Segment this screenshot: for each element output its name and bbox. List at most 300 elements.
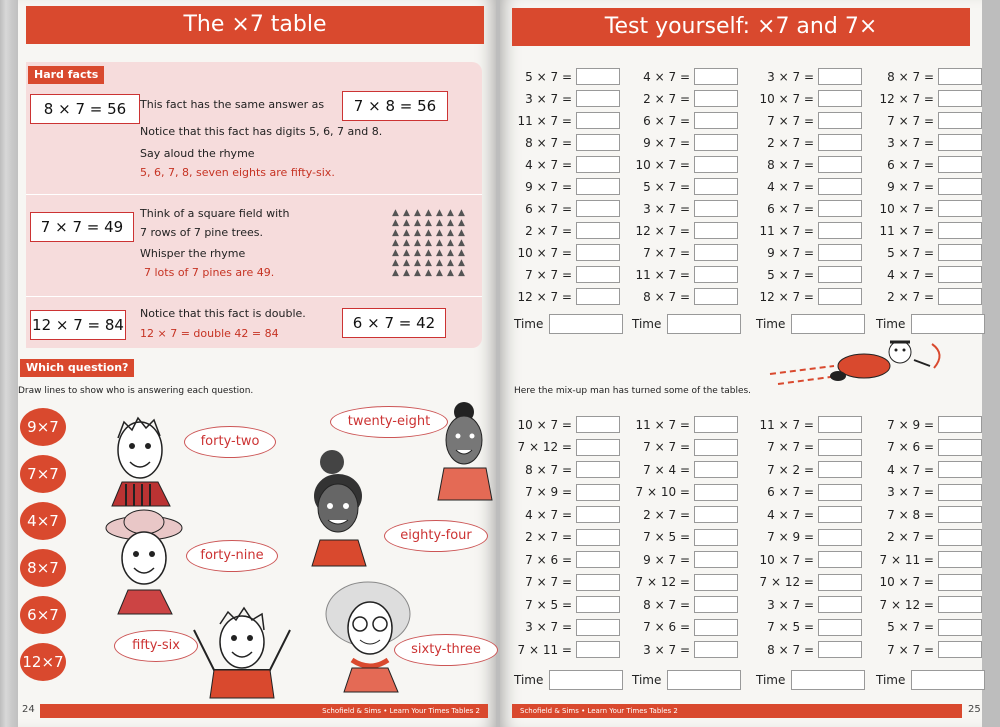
tree-icon: ▲ — [392, 208, 399, 218]
question-text: 8 × 7 = — [525, 135, 572, 150]
answer-box[interactable] — [694, 244, 738, 261]
answer-bubble: forty-two — [184, 426, 276, 458]
time-label: Time — [514, 317, 544, 331]
question-text: 12 × 7 = — [879, 91, 934, 106]
question-item — [630, 112, 738, 129]
question-text: 10 × 7 = — [759, 91, 814, 106]
tree-icon: ▲ — [414, 208, 421, 218]
question-item — [874, 461, 982, 478]
answer-box[interactable] — [694, 178, 738, 195]
question-text: 5 × 7 = — [525, 69, 572, 84]
answer-box[interactable] — [938, 90, 982, 107]
answer-box[interactable] — [694, 619, 738, 636]
question-text: 7 × 6 = — [643, 620, 690, 634]
answer-box[interactable] — [694, 112, 738, 129]
tree-icon: ▲ — [403, 268, 410, 278]
question-text: 4 × 7 = — [525, 157, 572, 172]
question-circle: 4×7 — [20, 502, 66, 540]
tree-icon: ▲ — [458, 268, 465, 278]
tree-icon: ▲ — [436, 258, 443, 268]
answer-box[interactable] — [938, 619, 982, 636]
question-text: 12 × 7 = — [517, 289, 572, 304]
question-text: 6 × 7 = — [767, 485, 814, 499]
right-page-title: Test yourself: ×7 and 7× — [512, 8, 970, 46]
answer-box[interactable] — [694, 596, 738, 613]
question-item — [874, 529, 982, 546]
question-text: 7 × 5 = — [643, 530, 690, 544]
time-label: Time — [632, 673, 662, 687]
answer-box[interactable] — [818, 266, 862, 283]
fact2-line1: Think of a square field with — [140, 207, 290, 220]
tree-icon: ▲ — [403, 248, 410, 258]
question-item — [874, 288, 982, 305]
question-item — [630, 134, 738, 151]
answer-box[interactable] — [576, 551, 620, 568]
answer-box[interactable] — [818, 439, 862, 456]
answer-box[interactable] — [818, 596, 862, 613]
question-text: 7 × 7 = — [643, 245, 690, 260]
answer-box[interactable] — [818, 619, 862, 636]
question-item — [630, 461, 738, 478]
question-text: 7 × 10 = — [635, 485, 690, 499]
question-text: 12 × 7 = — [759, 289, 814, 304]
answer-box[interactable] — [694, 506, 738, 523]
question-text: 8 × 7 = — [525, 462, 572, 477]
answer-box[interactable] — [818, 529, 862, 546]
answer-box[interactable] — [576, 200, 620, 217]
question-item — [630, 551, 738, 568]
question-item — [874, 156, 982, 173]
question-item — [630, 156, 738, 173]
answer-bubble: sixty-three — [394, 634, 498, 666]
answer-box[interactable] — [694, 134, 738, 151]
question-text: 10 × 7 = — [759, 552, 814, 567]
tree-icon: ▲ — [436, 238, 443, 248]
answer-box[interactable] — [938, 200, 982, 217]
question-text: 4 × 7 = — [767, 507, 814, 522]
tree-icon: ▲ — [392, 218, 399, 228]
time-label: Time — [756, 317, 786, 331]
question-item — [512, 156, 620, 173]
fact3-match: 6 × 7 = 42 — [342, 308, 446, 338]
question-text: 7 × 2 = — [767, 462, 814, 477]
answer-box[interactable] — [576, 641, 620, 658]
question-text: 2 × 7 = — [525, 223, 572, 238]
answer-box[interactable] — [938, 641, 982, 658]
answer-box[interactable] — [938, 134, 982, 151]
answer-box[interactable] — [818, 178, 862, 195]
question-text: 3 × 7 = — [643, 201, 690, 216]
question-item — [754, 178, 862, 195]
answer-box[interactable] — [818, 134, 862, 151]
question-text: 10 × 7 = — [517, 417, 572, 432]
question-item — [630, 439, 738, 456]
question-item — [754, 288, 862, 305]
question-item — [630, 178, 738, 195]
answer-box[interactable] — [938, 222, 982, 239]
question-text: 8 × 7 = — [887, 69, 934, 84]
tree-icon: ▲ — [414, 238, 421, 248]
answer-box[interactable] — [694, 90, 738, 107]
question-circle: 12×7 — [20, 643, 66, 681]
answer-box[interactable] — [938, 156, 982, 173]
tree-icon: ▲ — [425, 258, 432, 268]
question-item — [754, 244, 862, 261]
question-item — [512, 416, 620, 433]
answer-box[interactable] — [694, 461, 738, 478]
question-text: 3 × 7 = — [525, 91, 572, 106]
question-text: 7 × 9 = — [767, 530, 814, 544]
question-text: 5 × 7 = — [887, 620, 934, 634]
tree-icon: ▲ — [458, 248, 465, 258]
answer-box[interactable] — [818, 200, 862, 217]
answer-box[interactable] — [818, 222, 862, 239]
question-text: 6 × 7 = — [767, 201, 814, 216]
question-text: 9 × 7 = — [525, 179, 572, 194]
answer-box[interactable] — [694, 416, 738, 433]
question-text: 9 × 7 = — [643, 135, 690, 150]
question-text: 7 × 4 = — [643, 462, 690, 477]
question-text: 7 × 7 = — [525, 267, 572, 282]
time-input[interactable] — [911, 670, 985, 690]
answer-box[interactable] — [576, 112, 620, 129]
question-item — [874, 200, 982, 217]
question-item — [874, 574, 982, 591]
question-text: 3 × 7 = — [767, 597, 814, 612]
question-item — [512, 439, 620, 456]
answer-box[interactable] — [694, 641, 738, 658]
answer-box[interactable] — [576, 506, 620, 523]
time-field — [632, 314, 741, 334]
tree-icon: ▲ — [425, 218, 432, 228]
girl-bun-cartoon — [300, 448, 380, 568]
question-text: 2 × 7 = — [887, 530, 934, 544]
question-text: 9 × 7 = — [767, 245, 814, 260]
tree-icon: ▲ — [392, 238, 399, 248]
question-item — [512, 574, 620, 591]
answer-box[interactable] — [938, 178, 982, 195]
question-item — [874, 416, 982, 433]
tree-icon: ▲ — [458, 258, 465, 268]
tree-icon: ▲ — [403, 218, 410, 228]
answer-box[interactable] — [694, 439, 738, 456]
hard-facts-label: Hard facts — [28, 66, 104, 84]
time-field — [514, 314, 623, 334]
question-item — [630, 266, 738, 283]
tree-icon: ▲ — [425, 268, 432, 278]
question-item — [754, 461, 862, 478]
answer-box[interactable] — [694, 68, 738, 85]
answer-box[interactable] — [818, 551, 862, 568]
answer-box[interactable] — [576, 222, 620, 239]
which-question-instruction: Draw lines to show who is answering each question. — [18, 386, 254, 396]
question-item — [874, 641, 982, 658]
right-page — [500, 0, 982, 727]
answer-box[interactable] — [938, 596, 982, 613]
question-text: 11 × 7 = — [759, 417, 814, 432]
time-input[interactable] — [667, 670, 741, 690]
question-item — [754, 222, 862, 239]
answer-bubble: fifty-six — [114, 630, 198, 662]
time-label: Time — [876, 317, 906, 331]
question-item — [874, 484, 982, 501]
answer-box[interactable] — [818, 461, 862, 478]
answer-bubble: forty-nine — [186, 540, 278, 572]
question-item — [512, 134, 620, 151]
question-item — [512, 641, 620, 658]
tree-icon: ▲ — [447, 228, 454, 238]
fact1-line2: Notice that this fact has digits 5, 6, 7 and 8. — [140, 125, 383, 138]
answer-box[interactable] — [576, 156, 620, 173]
time-label: Time — [632, 317, 662, 331]
question-text: 7 × 5 = — [767, 620, 814, 634]
question-item — [874, 506, 982, 523]
tree-icon: ▲ — [414, 218, 421, 228]
question-text: 6 × 7 = — [887, 157, 934, 172]
question-item — [630, 68, 738, 85]
answer-box[interactable] — [576, 461, 620, 478]
question-item — [630, 574, 738, 591]
question-text: 8 × 7 = — [643, 597, 690, 612]
question-text: 2 × 7 = — [525, 530, 572, 544]
question-item — [630, 244, 738, 261]
question-item — [754, 134, 862, 151]
tree-icon: ▲ — [436, 208, 443, 218]
time-label: Time — [514, 673, 544, 687]
question-text: 3 × 7 = — [643, 642, 690, 657]
question-item — [630, 416, 738, 433]
tree-icon: ▲ — [425, 248, 432, 258]
question-item — [630, 222, 738, 239]
answer-box[interactable] — [818, 156, 862, 173]
answer-box[interactable] — [818, 112, 862, 129]
answer-box[interactable] — [694, 551, 738, 568]
page-number: 25 — [968, 704, 981, 715]
answer-box[interactable] — [818, 574, 862, 591]
answer-box[interactable] — [694, 529, 738, 546]
answer-box[interactable] — [576, 266, 620, 283]
time-field — [632, 670, 741, 690]
tree-icon: ▲ — [403, 208, 410, 218]
question-item — [874, 266, 982, 283]
answer-box[interactable] — [576, 574, 620, 591]
time-label: Time — [876, 673, 906, 687]
question-item — [512, 200, 620, 217]
fact2-equation: 7 × 7 = 49 — [30, 212, 134, 242]
answer-box[interactable] — [694, 288, 738, 305]
question-item — [630, 529, 738, 546]
answer-bubble: eighty-four — [384, 520, 488, 552]
question-text: 2 × 7 = — [643, 507, 690, 522]
question-item — [874, 244, 982, 261]
time-input[interactable] — [549, 670, 623, 690]
question-text: 8 × 7 = — [767, 157, 814, 172]
answer-box[interactable] — [576, 178, 620, 195]
fact1-equation: 8 × 7 = 56 — [30, 94, 140, 124]
tree-icon: ▲ — [458, 218, 465, 228]
answer-box[interactable] — [576, 619, 620, 636]
girl-hat-cartoon — [102, 506, 192, 616]
answer-box[interactable] — [694, 484, 738, 501]
question-item — [512, 244, 620, 261]
question-text: 7 × 5 = — [525, 597, 572, 612]
tree-icon: ▲ — [414, 248, 421, 258]
question-text: 10 × 7 = — [879, 201, 934, 216]
answer-box[interactable] — [818, 416, 862, 433]
answer-box[interactable] — [818, 244, 862, 261]
question-item — [874, 68, 982, 85]
question-text: 2 × 7 = — [887, 289, 934, 304]
answer-box[interactable] — [576, 484, 620, 501]
tree-icon: ▲ — [403, 238, 410, 248]
answer-box[interactable] — [818, 288, 862, 305]
question-text: 7 × 7 = — [887, 113, 934, 128]
question-text: 8 × 7 = — [767, 642, 814, 657]
page-number: 24 — [22, 704, 35, 715]
question-item — [754, 416, 862, 433]
question-item — [512, 112, 620, 129]
question-item — [630, 641, 738, 658]
question-text: 3 × 7 = — [887, 485, 934, 499]
answer-box[interactable] — [938, 506, 982, 523]
answer-box[interactable] — [818, 506, 862, 523]
answer-box[interactable] — [938, 266, 982, 283]
answer-box[interactable] — [694, 574, 738, 591]
time-field — [514, 670, 623, 690]
question-item — [512, 222, 620, 239]
question-text: 4 × 7 = — [525, 507, 572, 522]
question-item — [512, 178, 620, 195]
tree-icon: ▲ — [425, 238, 432, 248]
answer-box[interactable] — [938, 439, 982, 456]
answer-box[interactable] — [938, 112, 982, 129]
question-text: 3 × 7 = — [767, 69, 814, 84]
answer-box[interactable] — [938, 461, 982, 478]
boy-cartoon — [102, 408, 182, 508]
answer-box[interactable] — [938, 574, 982, 591]
question-text: 7 × 8 = — [887, 507, 934, 522]
answer-box[interactable] — [938, 484, 982, 501]
answer-box[interactable] — [938, 244, 982, 261]
answer-box[interactable] — [938, 68, 982, 85]
answer-box[interactable] — [576, 134, 620, 151]
answer-box[interactable] — [576, 288, 620, 305]
tree-icon: ▲ — [447, 218, 454, 228]
tree-icon: ▲ — [458, 228, 465, 238]
question-text: 7 × 7 = — [525, 575, 572, 589]
tree-icon: ▲ — [392, 268, 399, 278]
tree-icon: ▲ — [392, 258, 399, 268]
answer-box[interactable] — [576, 416, 620, 433]
question-item — [754, 551, 862, 568]
question-item — [512, 506, 620, 523]
answer-box[interactable] — [818, 484, 862, 501]
question-item — [874, 178, 982, 195]
question-text: 2 × 7 = — [767, 135, 814, 150]
question-item — [512, 68, 620, 85]
answer-box[interactable] — [818, 90, 862, 107]
answer-box[interactable] — [576, 90, 620, 107]
question-text: 11 × 7 = — [635, 267, 690, 282]
answer-box[interactable] — [576, 244, 620, 261]
question-text: 5 × 7 = — [643, 179, 690, 194]
tree-icon: ▲ — [458, 208, 465, 218]
answer-box[interactable] — [694, 222, 738, 239]
question-text: 7 × 6 = — [887, 440, 934, 454]
question-item — [754, 484, 862, 501]
question-item — [754, 112, 862, 129]
answer-box[interactable] — [938, 416, 982, 433]
answer-box[interactable] — [694, 156, 738, 173]
question-item — [754, 200, 862, 217]
question-item — [754, 506, 862, 523]
answer-box[interactable] — [694, 200, 738, 217]
answer-box[interactable] — [818, 68, 862, 85]
question-text: 4 × 7 = — [887, 462, 934, 477]
question-item — [874, 439, 982, 456]
question-item — [512, 288, 620, 305]
question-text: 10 × 7 = — [635, 157, 690, 172]
left-page-title: The ×7 table — [26, 6, 484, 44]
question-item — [754, 156, 862, 173]
question-text: 10 × 7 = — [517, 245, 572, 260]
answer-box[interactable] — [938, 529, 982, 546]
question-item — [630, 484, 738, 501]
time-input[interactable] — [791, 670, 865, 690]
tree-icon: ▲ — [403, 228, 410, 238]
question-text: 10 × 7 = — [879, 575, 934, 589]
question-text: 3 × 7 = — [887, 135, 934, 150]
question-item — [754, 641, 862, 658]
mix-up-instruction: Here the mix-up man has turned some of the tables. — [514, 386, 752, 396]
fact1-line1: This fact has the same answer as — [140, 98, 325, 111]
boy-cheering-cartoon — [186, 600, 296, 700]
answer-box[interactable] — [938, 288, 982, 305]
tree-icon: ▲ — [425, 228, 432, 238]
question-item — [874, 90, 982, 107]
tree-icon: ▲ — [414, 268, 421, 278]
answer-box[interactable] — [818, 641, 862, 658]
fact3-equation: 12 × 7 = 84 — [30, 310, 126, 340]
answer-box[interactable] — [938, 551, 982, 568]
question-item — [874, 222, 982, 239]
time-input[interactable] — [549, 314, 623, 334]
question-text: 7 × 12 = — [635, 575, 690, 589]
question-text: 4 × 7 = — [643, 69, 690, 84]
question-text: 7 × 7 = — [767, 440, 814, 454]
answer-box[interactable] — [576, 439, 620, 456]
divider — [26, 296, 482, 297]
fact1-match: 7 × 8 = 56 — [342, 91, 448, 121]
time-field — [876, 670, 985, 690]
question-item — [630, 90, 738, 107]
tree-icon: ▲ — [392, 248, 399, 258]
time-input[interactable] — [667, 314, 741, 334]
fact3-line1: Notice that this fact is double. — [140, 307, 306, 320]
answer-box[interactable] — [576, 529, 620, 546]
right-footer: Schofield & Sims • Learn Your Times Tables 2 — [512, 704, 962, 718]
tree-icon: ▲ — [458, 238, 465, 248]
question-item — [754, 596, 862, 613]
question-text: 12 × 7 = — [635, 223, 690, 238]
answer-box[interactable] — [694, 266, 738, 283]
answer-box[interactable] — [576, 68, 620, 85]
question-text: 7 × 12 = — [759, 575, 814, 589]
answer-box[interactable] — [576, 596, 620, 613]
fact2-line3: Whisper the rhyme — [140, 247, 246, 260]
question-item — [754, 619, 862, 636]
question-item — [630, 506, 738, 523]
